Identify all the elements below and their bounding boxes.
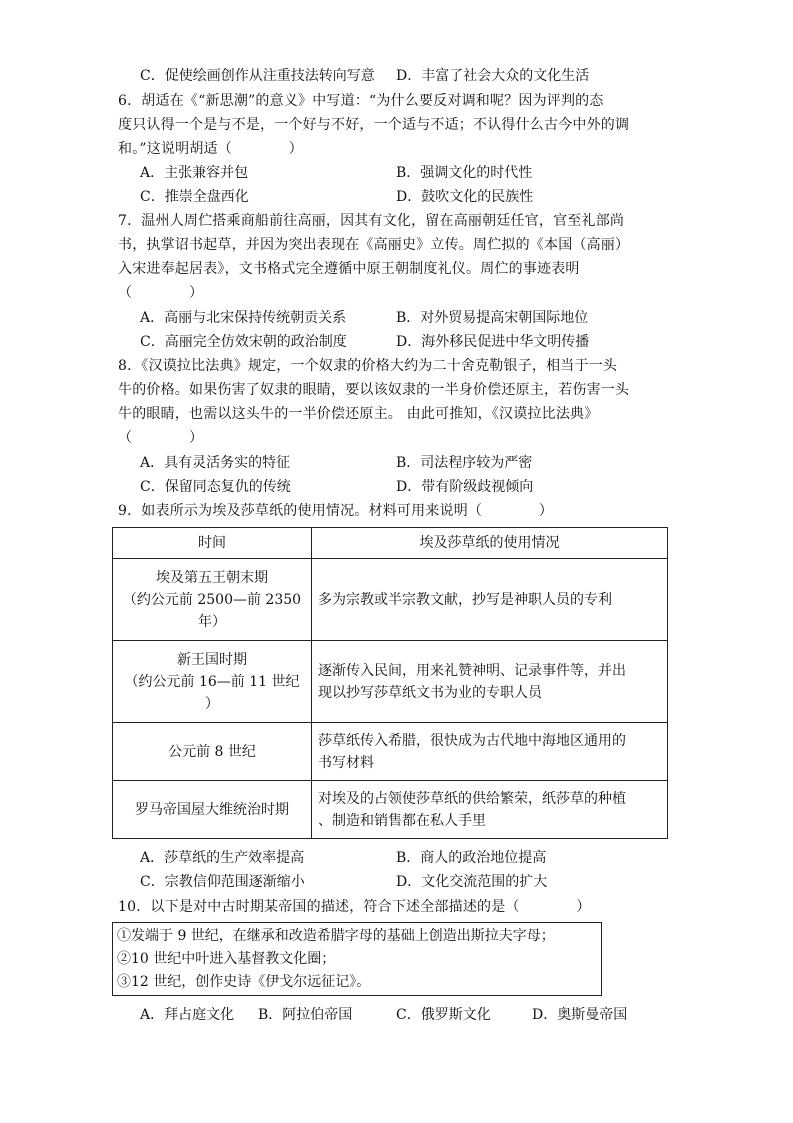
q7-stem-line: 入宋进奉起居表》，文书格式完全遵循中原王朝制度礼仪。周伫的事迹表明 (118, 261, 580, 277)
q10-box-line: ③12 世纪，创作史诗《伊戈尔远征记》。 (117, 974, 371, 990)
prev-option-d: D．丰富了社会大众的文化生活 (396, 68, 590, 84)
table-row (113, 559, 668, 641)
q6-option-a: A．主张兼容并包 (140, 165, 249, 181)
q8-option-c: C．保留同态复仇的传统 (140, 479, 291, 495)
q8-option-b: B．司法程序较为严密 (396, 455, 533, 471)
q7-stem-line: （ ） (118, 285, 204, 301)
table-cell-usage: 莎草纸传入希腊，很快成为古代地中海地区通用的 书写材料 (312, 723, 668, 781)
table-cell-time: 新王国时期 （约公元前 16—前 11 世纪 ） (113, 641, 312, 723)
q7-stem-line: 书，执掌诏书起草，并因为突出表现在《高丽史》立传。周伫拟的《本国（高丽） (118, 237, 630, 253)
q10-description-box (112, 922, 602, 996)
q9-option-b: B．商人的政治地位提高 (396, 850, 547, 866)
q10-option-d: D．奥斯曼帝国 (532, 1007, 628, 1023)
table-cell-time: 罗马帝国屋大维统治时期 (113, 781, 312, 839)
q8-stem-line: （ ） (118, 430, 204, 446)
papyrus-table (112, 527, 668, 839)
q10-option-a: A．拜占庭文化 (140, 1007, 235, 1023)
table-cell-usage: 对埃及的占领使莎草纸的供给繁荣，纸莎草的种植 、制造和销售都在私人手里 (312, 781, 668, 839)
table-cell-usage: 多为宗教或半宗教文献，抄写是神职人员的专利 (312, 559, 668, 641)
q9-stem: 9．如表所示为埃及莎草纸的使用情况。材料可用来说明（ ） (118, 503, 554, 519)
q6-stem-line: 度只认得一个是与不是，一个好与不好，一个适与不适；不认得什么古今中外的调 (118, 117, 630, 133)
q9-option-d: D．文化交流范围的扩大 (396, 874, 548, 890)
q10-box-line: ①发端于 9 世纪，在继承和改造希腊字母的基础上创造出斯拉夫字母； (117, 928, 555, 944)
q7-stem-line: 7．温州人周伫搭乘商船前往高丽，因其有文化，留在高丽朝廷任官，官至礼部尚 (118, 213, 625, 229)
table-header-time: 时间 (113, 528, 312, 559)
q8-stem-line: 8．《汉谟拉比法典》规定，一个奴隶的价格大约为二十舍克勒银子，相当于一头 (118, 358, 618, 374)
q7-option-b: B．对外贸易提高宋朝国际地位 (396, 310, 589, 326)
table-header-row (113, 528, 668, 559)
table-row (113, 781, 668, 839)
q7-option-a: A．高丽与北宋保持传统朝贡关系 (140, 310, 347, 326)
q10-stem: 10．以下是对中古时期某帝国的描述，符合下述全部描述的是（ ） (118, 899, 591, 915)
table-header-usage: 埃及莎草纸的使用情况 (312, 528, 668, 559)
q7-option-c: C．高丽完全仿效宋朝的政治制度 (140, 334, 347, 350)
q6-option-d: D．鼓吹文化的民族性 (396, 189, 534, 205)
table-row (113, 723, 668, 781)
q8-option-d: D．带有阶级歧视倾向 (396, 479, 534, 495)
q6-stem-line: 6．胡适在《“新思潮”的意义》中写道：“为什么要反对调和呢？因为评判的态 (118, 93, 604, 109)
table-cell-time: 埃及第五王朝末期 （约公元前 2500—前 2350 年） (113, 559, 312, 641)
q10-option-c: C．俄罗斯文化 (396, 1007, 491, 1023)
table-row (113, 641, 668, 723)
q10-option-b: B．阿拉伯帝国 (258, 1007, 353, 1023)
q8-stem-line: 牛的价格。如果伤害了奴隶的眼睛，要以该奴隶的一半身价偿还原主，若伤害一头 (118, 382, 630, 398)
prev-option-c: C．促使绘画创作从注重技法转向写意 (140, 68, 375, 84)
q6-stem-line: 和。”这说明胡适（ ） (118, 141, 303, 157)
q8-stem-line: 牛的眼睛，也需以这头牛的一半价偿还原主。 由此可推知，《汉谟拉比法典》 (118, 406, 599, 422)
q10-box-line: ②10 世纪中叶进入基督教文化圈； (117, 951, 336, 967)
table-cell-usage: 逐渐传入民间，用来礼赞神明、记录事件等，并出 现以抄写莎草纸文书为业的专职人员 (312, 641, 668, 723)
q8-option-a: A．具有灵活务实的特征 (140, 455, 291, 471)
q7-option-d: D．海外移民促进中华文明传播 (396, 334, 590, 350)
q9-option-c: C．宗教信仰范围逐渐缩小 (140, 874, 305, 890)
q6-option-c: C．推崇全盘西化 (140, 189, 249, 205)
q9-option-a: A．莎草纸的生产效率提高 (140, 850, 305, 866)
table-cell-time: 公元前 8 世纪 (113, 723, 312, 781)
q6-option-b: B．强调文化的时代性 (396, 165, 533, 181)
